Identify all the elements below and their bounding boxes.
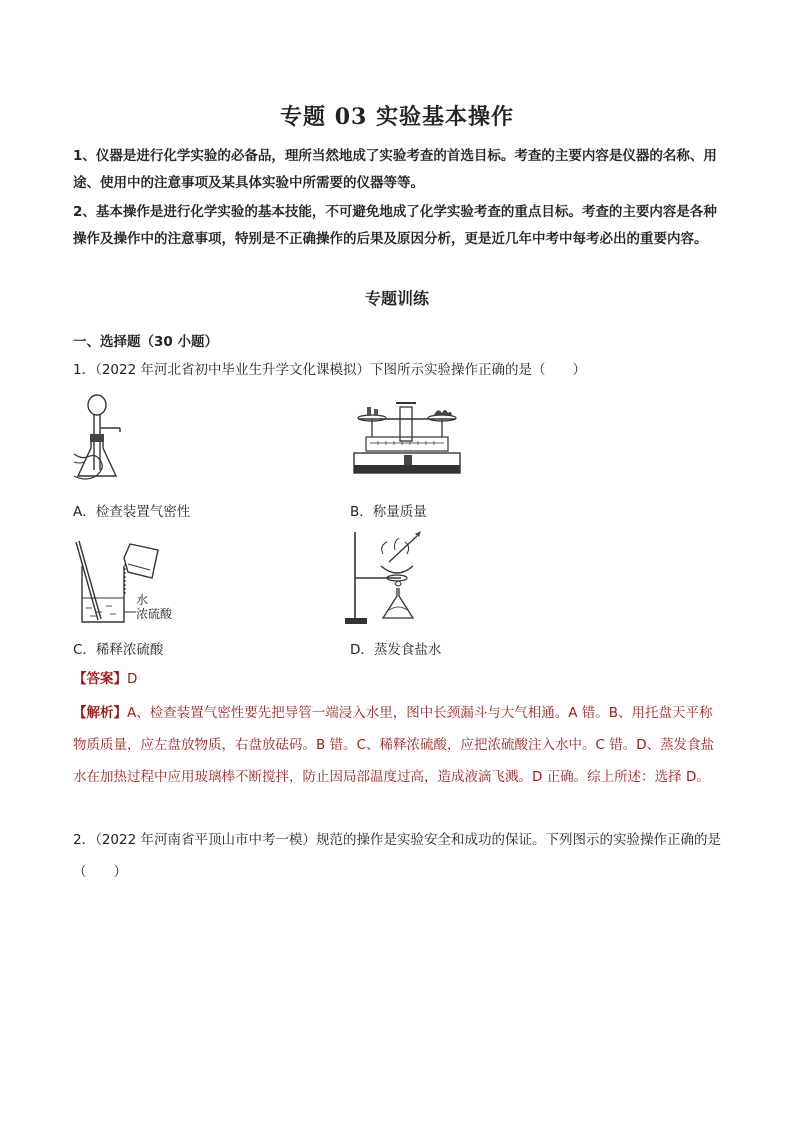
question-1-stem: 1．（2022 年河北省初中毕业生升学文化课模拟）下图所示实验操作正确的是（ ） — [73, 362, 586, 378]
figure-c-label-acid: 浓硫酸 — [136, 607, 173, 621]
page-title: 专题 03 实验基本操作 — [280, 104, 514, 130]
figure-d-evaporation — [345, 530, 435, 630]
answer-tag: 【答案】 — [73, 671, 127, 687]
figure-c-dilution — [72, 538, 182, 628]
option-a: A．检查装置气密性 — [73, 504, 191, 520]
intro-paragraph-2: 2、基本操作是进行化学实验的基本技能，不可避免地成了化学实验考查的重点目标。考查的主要内容是各种操作及操作中的注意事项，特别是不正确操作的后果及原因分析，更是近几年中考中每考必出的重要内容。 — [73, 204, 717, 247]
figure-a-airtightness — [72, 392, 132, 487]
analysis-tag: 【解析】 — [73, 705, 127, 721]
analysis-text: A、检查装置气密性要先把导管一端浸入水里，图中长颈漏斗与大气相通。A 错。B、用托盘天平称物质质量，应左盘放物质，右盘放砝码。B 错。C、稀释浓硫酸，应把浓硫酸注入水中。C 错。D、蒸发食盐水在加热过程中应用玻璃棒不断搅拌，防止因局部温度过高，造成液滴飞溅。D 正确。综上所述：选择 D。 — [73, 705, 715, 785]
option-c: C．稀释浓硫酸 — [73, 642, 164, 658]
option-d: D．蒸发食盐水 — [350, 642, 442, 658]
option-b: B．称量质量 — [350, 504, 427, 520]
analysis-paragraph — [73, 697, 723, 793]
answer-line — [73, 667, 137, 687]
part-heading: 一、选择题（30 小题） — [73, 334, 218, 350]
intro-paragraph-1: 1、仪器是进行化学实验的必备品，理所当然地成了实验考查的首选目标。考查的主要内容是仪器的名称、用途、使用中的注意事项及某具体实验中所需要的仪器等等。 — [73, 148, 717, 191]
question-2-stem: 2．（2022 年河南省平顶山市中考一模）规范的操作是实验安全和成功的保证。下列图示的实验操作正确的是（ ） — [73, 832, 721, 880]
section-title: 专题训练 — [364, 289, 429, 308]
answer-value: D — [127, 671, 138, 687]
figure-c-label-water: 水 — [136, 593, 149, 607]
figure-b-balance — [348, 395, 468, 480]
